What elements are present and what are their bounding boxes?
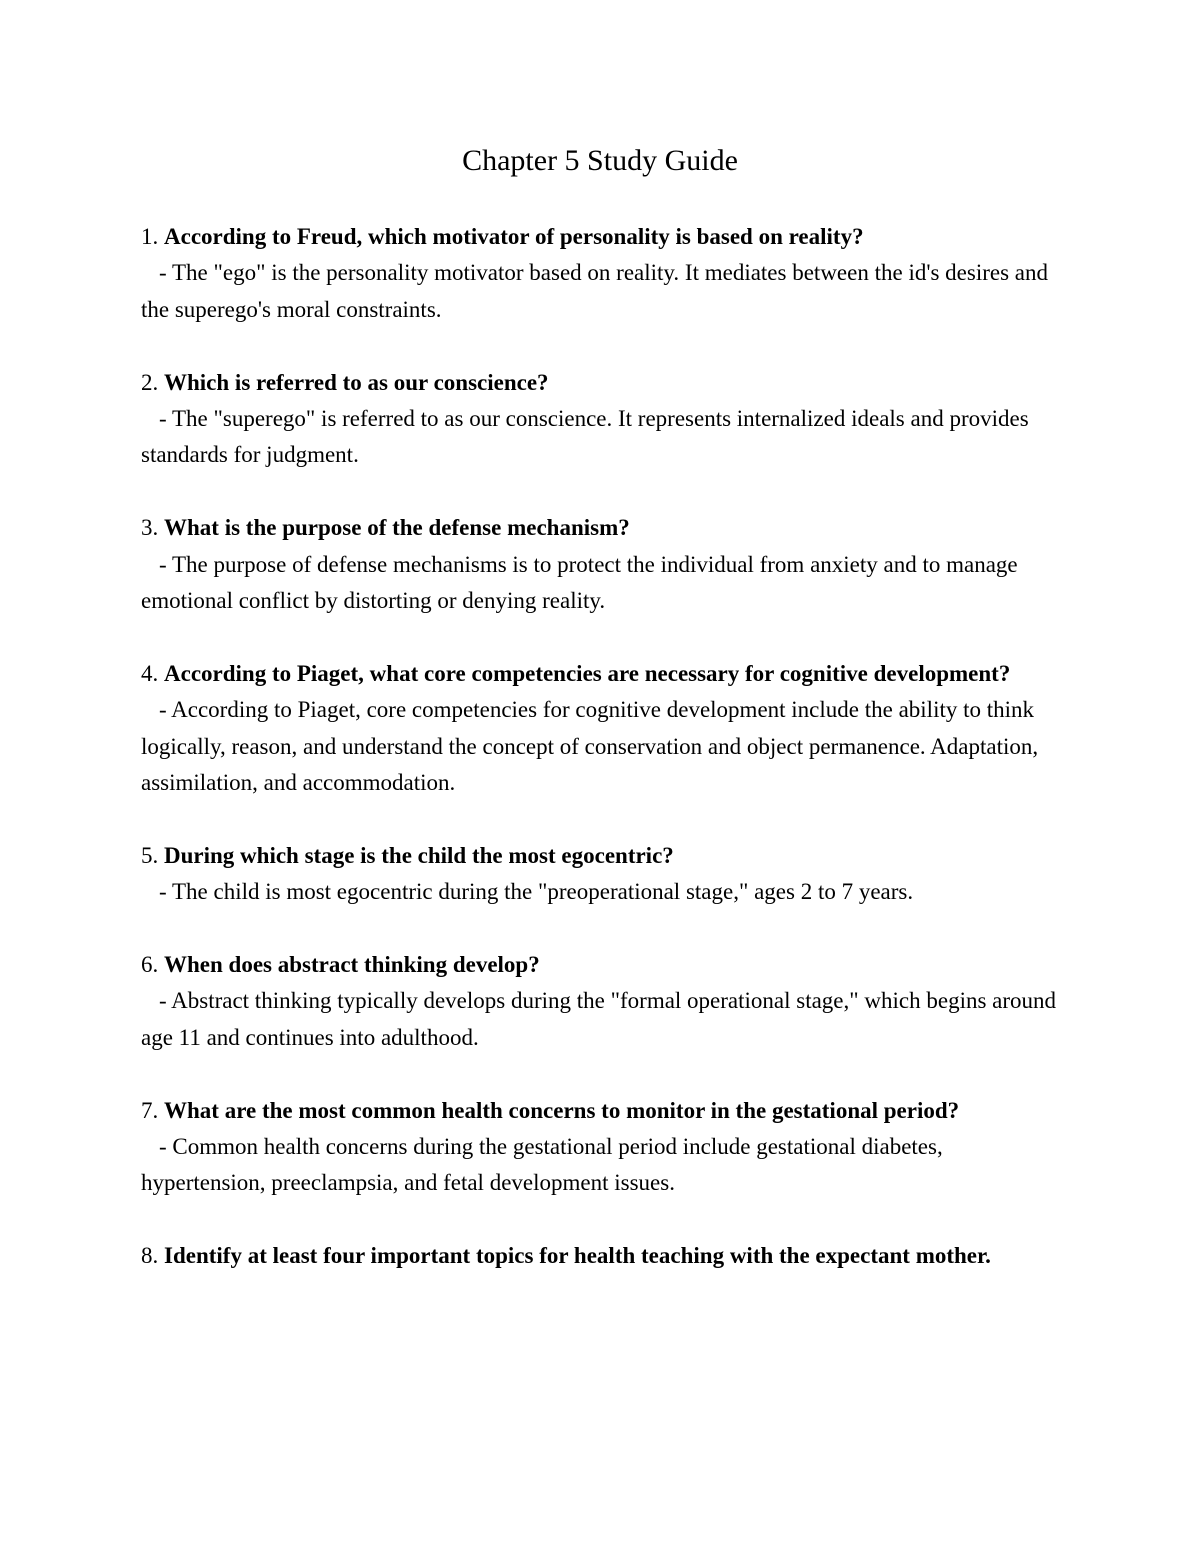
answer-2: - The "superego" is referred to as our conscience. It represents internalized ideals and provides standards for judgment. bbox=[141, 406, 1029, 468]
question-item-8 bbox=[141, 1238, 1061, 1274]
answer-5: - The child is most egocentric during the "preoperational stage," ages 2 to 7 years. bbox=[159, 879, 914, 905]
answer-6: - Abstract thinking typically develops during the "formal operational stage," which begins around age 11 and continues into adulthood. bbox=[141, 988, 1057, 1050]
answer-1: - The "ego" is the personality motivator based on reality. It mediates between the id's desires and the superego's moral constraints. bbox=[141, 260, 1049, 322]
question-item-3 bbox=[141, 510, 1061, 619]
question-number: 4. bbox=[141, 660, 159, 686]
question-number: 7. bbox=[141, 1097, 159, 1123]
study-guide-content bbox=[141, 219, 1061, 1311]
question-number: 5. bbox=[141, 842, 159, 868]
question-6 bbox=[141, 947, 1061, 983]
question-item-7 bbox=[141, 1093, 1061, 1202]
question-text: Which is referred to as our conscience? bbox=[164, 369, 549, 395]
question-number: 2. bbox=[141, 369, 159, 395]
question-2 bbox=[141, 365, 1061, 401]
question-1 bbox=[141, 219, 1061, 255]
answer-7: - Common health concerns during the gestational period include gestational diabetes, hypertension, preeclampsia, and fetal development issues. bbox=[141, 1134, 943, 1196]
question-item-2 bbox=[141, 365, 1061, 474]
question-number: 8. bbox=[141, 1243, 159, 1269]
question-text: What is the purpose of the defense mechanism? bbox=[164, 515, 630, 541]
question-item-5 bbox=[141, 838, 1061, 911]
question-item-6 bbox=[141, 947, 1061, 1056]
question-text: When does abstract thinking develop? bbox=[164, 952, 540, 978]
question-4 bbox=[141, 656, 1061, 692]
question-number: 1. bbox=[141, 224, 159, 249]
question-7 bbox=[141, 1093, 1061, 1129]
question-text: During which stage is the child the most egocentric? bbox=[164, 842, 674, 868]
question-item-4 bbox=[141, 656, 1061, 802]
question-number: 6. bbox=[141, 952, 159, 978]
question-5 bbox=[141, 838, 1061, 874]
question-8 bbox=[141, 1238, 1061, 1274]
question-text: What are the most common health concerns to monitor in the gestational period? bbox=[164, 1097, 960, 1123]
question-3 bbox=[141, 510, 1061, 546]
answer-4: - According to Piaget, core competencies for cognitive development include the ability to think logically, reason, and understand the concept of conservation and object permanence. Adaptation, assimilation, and accommodation. bbox=[141, 697, 1039, 796]
question-number: 3. bbox=[141, 515, 159, 541]
question-text: According to Piaget, what core competencies are necessary for cognitive development? bbox=[164, 660, 1011, 686]
question-text: Identify at least four important topics for health teaching with the expectant mother. bbox=[164, 1243, 991, 1269]
answer-3: - The purpose of defense mechanisms is to protect the individual from anxiety and to manage emotional conflict by distorting or denying reality. bbox=[141, 551, 1018, 614]
question-text: According to Freud, which motivator of personality is based on reality? bbox=[164, 224, 864, 249]
page-title: Chapter 5 Study Guide bbox=[462, 144, 738, 177]
question-item-1 bbox=[141, 219, 1061, 328]
